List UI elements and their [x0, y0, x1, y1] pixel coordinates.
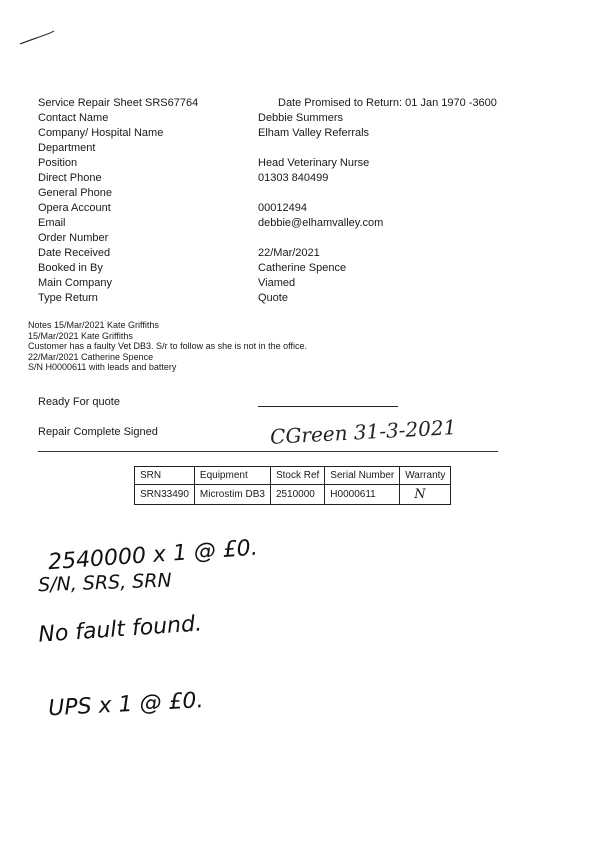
date-promised: Date Promised to Return: 01 Jan 1970 -3600	[278, 97, 497, 109]
cell-stock-ref: 2510000	[270, 485, 324, 505]
table-row	[135, 485, 451, 505]
field-value: 00012494	[258, 202, 307, 214]
handwritten-signature	[268, 413, 458, 449]
handwritten-signature-text: CGreen 31-3-2021	[269, 415, 457, 449]
field-row-booked-in-by	[38, 261, 578, 276]
note-line: 22/Mar/2021 Catherine Spence	[28, 351, 154, 362]
field-row-order-number	[38, 231, 578, 246]
notes-block	[28, 320, 307, 373]
field-row-position	[38, 156, 578, 171]
field-label: Company/ Hospital Name	[38, 127, 164, 139]
cell-equipment: Microstim DB3	[194, 485, 270, 505]
field-value: debbie@elhamvalley.com	[258, 217, 384, 229]
handwritten-line: UPS x 1 @ £0.	[47, 688, 205, 722]
column-header-equipment: Equipment	[194, 467, 270, 485]
sheet-title: Service Repair Sheet SRS67764	[38, 97, 199, 109]
note-line: 15/Mar/2021 Kate Griffiths	[28, 330, 133, 341]
field-row-date-received	[38, 246, 578, 261]
field-label: Date Received	[38, 247, 111, 259]
field-label: Department	[38, 142, 96, 154]
field-label: Booked in By	[38, 262, 103, 274]
field-label: Email	[38, 217, 66, 229]
equipment-table	[134, 466, 451, 505]
column-header-serial-number: Serial Number	[325, 467, 400, 485]
field-value: Catherine Spence	[258, 262, 347, 274]
section-divider	[38, 451, 498, 452]
field-label: General Phone	[38, 187, 112, 199]
field-label: Main Company	[38, 277, 112, 289]
column-header-stock-ref: Stock Ref	[270, 467, 324, 485]
table-header-row	[135, 467, 451, 485]
field-row-main-company	[38, 276, 578, 291]
handwritten-notes	[30, 530, 360, 730]
field-value: Debbie Summers	[258, 112, 343, 124]
scan-pen-mark	[18, 28, 58, 48]
field-value: Elham Valley Referrals	[258, 127, 370, 139]
field-value: Head Veterinary Nurse	[258, 157, 370, 169]
repair-sheet-fields	[38, 96, 578, 306]
sheet-header-row	[38, 96, 578, 111]
field-label: Direct Phone	[38, 172, 102, 184]
repair-complete-label: Repair Complete Signed	[38, 426, 158, 438]
field-label: Contact Name	[38, 112, 109, 124]
column-header-srn: SRN	[135, 467, 195, 485]
field-label: Opera Account	[38, 202, 111, 214]
handwritten-line: 2540000 x 1 @ £0.	[47, 535, 259, 576]
field-value: Viamed	[258, 277, 296, 289]
field-row-department	[38, 141, 578, 156]
field-row-company	[38, 126, 578, 141]
note-line: Customer has a faulty Vet DB3. S/r to follow as she is not in the office.	[28, 341, 307, 351]
note-line: Notes 15/Mar/2021 Kate Griffiths	[28, 320, 159, 330]
handwritten-line: S/N, SRS, SRN	[37, 569, 173, 597]
field-label: Position	[38, 157, 78, 169]
handwritten-line: No fault found.	[37, 611, 203, 648]
field-row-type-return	[38, 291, 578, 306]
field-value: 22/Mar/2021	[258, 247, 320, 259]
field-value: 01303 840499	[258, 172, 329, 184]
field-row-direct-phone	[38, 171, 578, 186]
field-label: Type Return	[38, 292, 98, 304]
note-line: S/N H0000611 with leads and battery	[28, 362, 177, 372]
field-row-contact-name	[38, 111, 578, 126]
cell-warranty: N	[400, 485, 451, 505]
cell-srn: SRN33490	[135, 485, 195, 505]
field-row-general-phone	[38, 186, 578, 201]
ready-for-quote-label: Ready For quote	[38, 396, 120, 408]
ready-for-quote-signature-line	[258, 406, 398, 407]
field-row-opera-account	[38, 201, 578, 216]
cell-serial-number: H0000611	[325, 485, 400, 505]
field-row-email	[38, 216, 578, 231]
field-value: Quote	[258, 292, 288, 304]
column-header-warranty: Warranty	[400, 467, 451, 485]
field-label: Order Number	[38, 232, 109, 244]
